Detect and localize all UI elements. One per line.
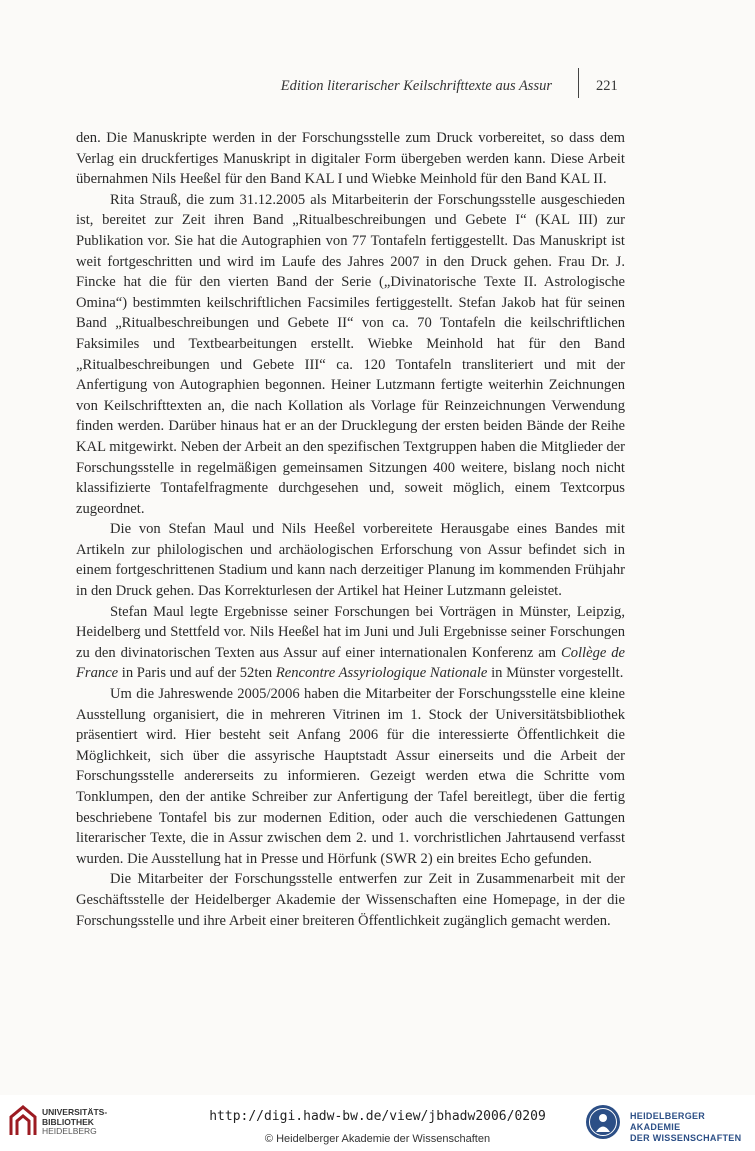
paragraph-4 — [76, 602, 625, 684]
academy-seal-icon[interactable] — [584, 1103, 622, 1141]
permalink-url[interactable]: http://digi.hadw-bw.de/view/jbhadw2006/0209 — [209, 1109, 546, 1124]
copyright-notice: © Heidelberger Akademie der Wissenschaften — [264, 1133, 491, 1145]
library-name-line-1: UNIVERSITÄTS- — [42, 1107, 108, 1117]
paragraph-4-text-a: Stefan Maul legte Ergebnisse seiner Forschungen bei Vorträgen in Münster, Leipzig, Heidelberg und Stettfeld vor. Nils Heeßel hat im Juni und Juli Ergebnisse seiner Forschungen zu den divinatorischen Texten aus Assur auf einer internationalen Konferenz am — [76, 603, 625, 661]
college-de-france-italic: Collège de France — [76, 644, 625, 682]
paragraph-3: Die von Stefan Maul und Nils Heeßel vorbereitete Herausgabe eines Bandes mit Artikeln zur philologischen und archäologischen Erforschung von Assur befindet sich in einem fortgeschrittenen Stadium und kann nach derzeitiger Planung im kommenden Frühjahr in den Druck gehen. Das Korrekturlesen der Artikel hat Heiner Lutzmann geleistet. — [76, 521, 625, 600]
academy-name-line-2: DER WISSENSCHAFTEN — [630, 1133, 742, 1143]
academy-name-line-1: HEIDELBERGER AKADEMIE — [630, 1111, 706, 1132]
page-number: 221 — [596, 78, 618, 94]
paragraph-4-text-c: in Münster vorgestellt. — [487, 665, 624, 682]
paragraph-6: Die Mitarbeiter der Forschungsstelle entwerfen zur Zeit in Zusammenarbeit mit der Geschäftsstelle der Heidelberger Akademie der Wissenschaften eine Homepage, in der die Forschungsstelle und ihre Arbeit einer breiteren Öffentlichkeit zugänglich gemacht werden. — [76, 871, 625, 929]
running-title: Edition literarischer Keilschrifttexte aus Assur — [280, 78, 552, 94]
paragraph-4-text-b: in Paris und auf der 52ten — [118, 665, 276, 682]
body-text — [76, 128, 625, 931]
header-divider — [578, 68, 579, 98]
paragraph-5: Um die Jahreswende 2005/2006 haben die Mitarbeiter der Forschungsstelle eine kleine Ausstellung organisiert, die in mehreren Vitrinen im 1. Stock der Universitätsbibliothek präsentiert wird. Hier besteht seit Anfang 2006 für die interessierte Öffentlichkeit die Möglichkeit, sich über die assyrische Hauptstadt Assur einerseits und die Arbeit der Forschungsstelle andererseits zu informieren. Gezeigt werden etwa die Schritte vom Tonklumpen, den der antike Schreiber zur Anfertigung der Tafel bereitlegt, über die fertig beschriebene Tontafel bis zur modernen Edition, oder auch die verschiedenen Gattungen literarischer Texte, die in Assur zwischen dem 2. und 1. vorchristlichen Jahrtausend verfasst wurden. Die Ausstellung hat in Presse und Hörfunk (SWR 2) ein breites Echo gefunden. — [76, 686, 625, 867]
paragraph-2: Rita Strauß, die zum 31.12.2005 als Mitarbeiterin der Forschungsstelle ausgeschieden ist, bereitet zur Zeit ihren Band „Ritualbeschreibungen und Gebete I“ (KAL III) zur Publikation vor. Sie hat die Autographien von 77 Tontafeln fertiggestellt. Das Manuskript ist weit fortgeschritten und wird im Laufe des Jahres 2007 in den Druck gehen. Frau Dr. J. Fincke hat die für den vierten Band der Serie („Divinatorische Texte II. Astrologische Omina“) bestimmten keilschriftlichen Facsimiles fertiggestellt. Stefan Jakob hat für seinen Band „Ritualbeschreibungen und Gebete II“ von ca. 70 Tontafeln die keilschriftlichen Faksimiles und Textbearbeitungen erstellt. Wiebke Meinhold hat für den Band „Ritualbeschreibungen und Gebete III“ ca. 120 Tontafeln transliteriert und mit der Anfertigung von Autographien begonnen. Heiner Lutzmann fertigte weiterhin Zeichnungen von Keilschrifttexten an, die nach Kollation als Vorlage für Reinzeichnungen Verwendung finden werden. Darüber hinaus hat er an der Drucklegung der ersten beiden Bände der Reihe KAL mitgewirkt. Neben der Arbeit an den spezifischen Textgruppen haben die Mitglieder der Forschungsstelle in regelmäßigen gemeinsamen Sitzungen 400 weitere, bislang noch nicht klassifizierte Tontafelfragmente durchgesehen und, soweit möglich, einem Textcorpus zugeordnet. — [76, 191, 625, 517]
paragraph-1: den. Die Manuskripte werden in der Forschungsstelle zum Druck vorbereitet, so dass dem Verlag ein druckfertiges Manuskript in digitaler Form übergeben werden kann. Diese Arbeit übernahmen Nils Heeßel für den Band KAL I und Wiebke Meinhold für den Band KAL II. — [76, 130, 625, 188]
library-name-line-2: BIBLIOTHEK — [42, 1116, 94, 1127]
library-name-line-3: HEIDELBERG — [42, 1126, 97, 1136]
page-footer — [0, 1095, 755, 1151]
academy-name — [630, 1111, 755, 1144]
rencontre-italic: Rencontre Assyriologique Nationale — [275, 665, 488, 682]
